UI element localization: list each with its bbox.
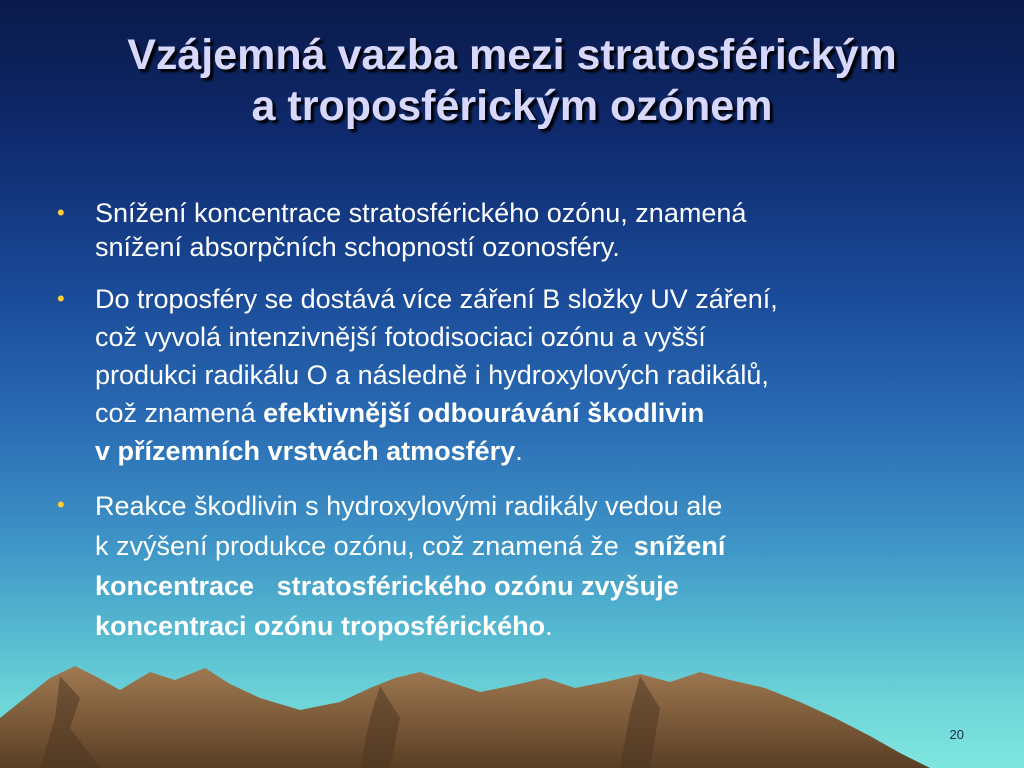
bullet1-line2: snížení absorpčních schopností ozonosféry. [95,232,620,262]
slide-title-line2: a troposférickým ozónem [251,82,773,130]
bullet-dot-icon: • [57,200,65,225]
bullet2-line2: což vyvolá intenzivnější fotodisociaci ozónu a vyšší [95,322,706,352]
mountain-range-graphic [0,658,1024,768]
bullet-item-3 [55,486,975,646]
bullet3-line1: Reakce škodlivin s hydroxylovými radikály vedou ale [95,491,723,521]
bullet2-emphasis-part1: efektivnější odbourávání škodlivin [263,398,705,428]
bullet2-line3: produkci radikálu O a následně i hydroxylových radikálů, [95,360,769,390]
bullet1-line1: Snížení koncentrace stratosférického ozónu, znamená [95,198,747,228]
bullet3-emphasis-part3: koncentraci ozónu troposférického [95,611,546,641]
bullet2-line4-plain: což znamená [95,398,264,428]
bullet3-emphasis-part2: koncentrace stratosférického ozónu zvyšuje [95,571,679,601]
bullet3-line2-plain: k zvýšení produkce ozónu, což znamená že [95,531,634,561]
bullet-dot-icon: • [57,492,65,517]
bullet2-line1: Do troposféry se dostává více záření B složky UV záření, [95,284,778,314]
slide-page-number: 20 [949,727,964,742]
bullet2-line4 [95,394,975,432]
bullet-item-1 [55,196,975,264]
slide-title-line1: Vzájemná vazba mezi stratosférickým [127,31,897,79]
bullet3-line3 [95,566,975,606]
bullet-dot-icon: • [57,286,65,311]
bullet-list [55,196,975,662]
bullet3-period: . [545,611,553,641]
slide-title [0,30,1024,132]
bullet3-emphasis-part1: snížení [633,531,726,561]
bullet-item-2 [55,280,975,470]
bullet2-emphasis-part2: v přízemních vrstvách atmosféry [95,436,516,466]
bullet2-period: . [515,436,523,466]
bullet3-line2 [95,526,975,566]
bullet3-line4 [95,606,975,646]
bullet2-line5 [95,432,975,470]
